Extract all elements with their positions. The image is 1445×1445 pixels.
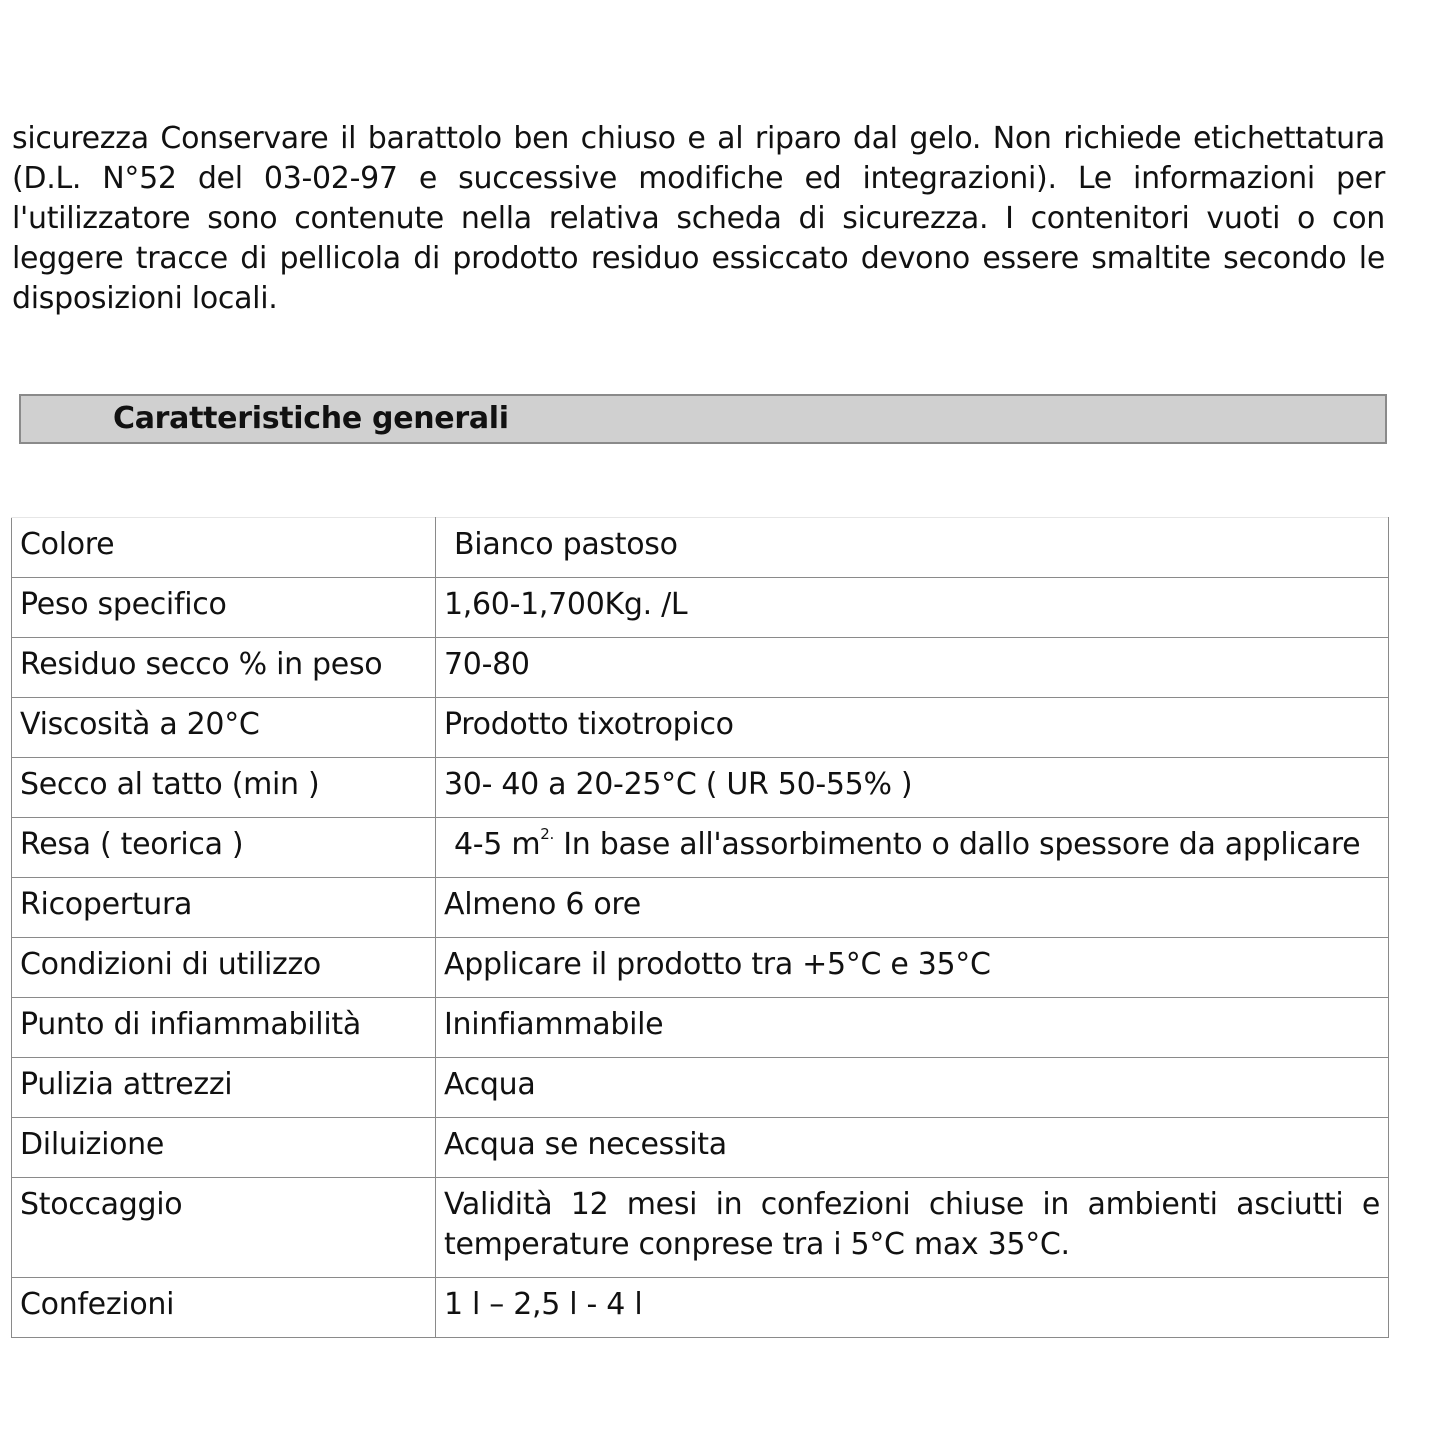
table-row [12, 518, 1389, 578]
row-value: 1 l – 2,5 l - 4 l [436, 1278, 1389, 1338]
row-label: Viscosità a 20°C [12, 698, 436, 758]
row-label: Confezioni [12, 1278, 436, 1338]
table-row [12, 1118, 1389, 1178]
table-row [12, 638, 1389, 698]
row-label: Punto di infiammabilità [12, 998, 436, 1058]
table-row [12, 1058, 1389, 1118]
resa-value-superscript: 2. [540, 825, 554, 843]
table-row [12, 938, 1389, 998]
table-row [12, 878, 1389, 938]
resa-value-prefix: 4-5 m [454, 827, 541, 862]
row-value: Prodotto tixotropico [436, 698, 1389, 758]
row-value: Almeno 6 ore [436, 878, 1389, 938]
resa-value-suffix: In base all'assorbimento o dallo spessore da applicare [553, 827, 1361, 862]
specs-table [11, 517, 1389, 1338]
table-row [12, 998, 1389, 1058]
row-label: Diluizione [12, 1118, 436, 1178]
row-value: Applicare il prodotto tra +5°C e 35°C [436, 938, 1389, 998]
row-label: Colore [12, 518, 436, 578]
row-label: Ricopertura [12, 878, 436, 938]
row-value: Acqua [436, 1058, 1389, 1118]
table-row [12, 578, 1389, 638]
intro-paragraph: sicurezza Conservare il barattolo ben chiuso e al riparo dal gelo. Non richiede etichettatura (D.L. N°52 del 03-02-97 e successive modifiche ed integrazioni). Le informazioni per l'utilizzatore sono contenute nella relativa scheda di sicurezza. I contenitori vuoti o con leggere tracce di pellicola di prodotto residuo essiccato devono essere smaltite secondo le disposizioni locali. [12, 121, 1385, 316]
row-value: Ininfiammabile [436, 998, 1389, 1058]
row-label: Resa ( teorica ) [12, 818, 436, 878]
section-header [19, 394, 1387, 444]
table-row [12, 758, 1389, 818]
section-title: Caratteristiche generali [113, 401, 509, 436]
table-row [12, 818, 1389, 878]
row-value: Bianco pastoso [436, 518, 1389, 578]
row-label: Stoccaggio [12, 1178, 436, 1278]
row-value: 30- 40 a 20-25°C ( UR 50-55% ) [436, 758, 1389, 818]
table-row [12, 1278, 1389, 1338]
row-label: Peso specifico [12, 578, 436, 638]
row-value: Validità 12 mesi in confezioni chiuse in ambienti asciutti e temperature conprese tra i 5°C max 35°C. [436, 1178, 1389, 1278]
row-value: Acqua se necessita [436, 1118, 1389, 1178]
row-label: Condizioni di utilizzo [12, 938, 436, 998]
row-label: Secco al tatto (min ) [12, 758, 436, 818]
row-value: 70-80 [436, 638, 1389, 698]
row-value: 1,60-1,700Kg. /L [436, 578, 1389, 638]
table-row [12, 698, 1389, 758]
table-row [12, 1178, 1389, 1278]
row-label: Pulizia attrezzi [12, 1058, 436, 1118]
row-value [436, 818, 1389, 878]
row-label: Residuo secco % in peso [12, 638, 436, 698]
